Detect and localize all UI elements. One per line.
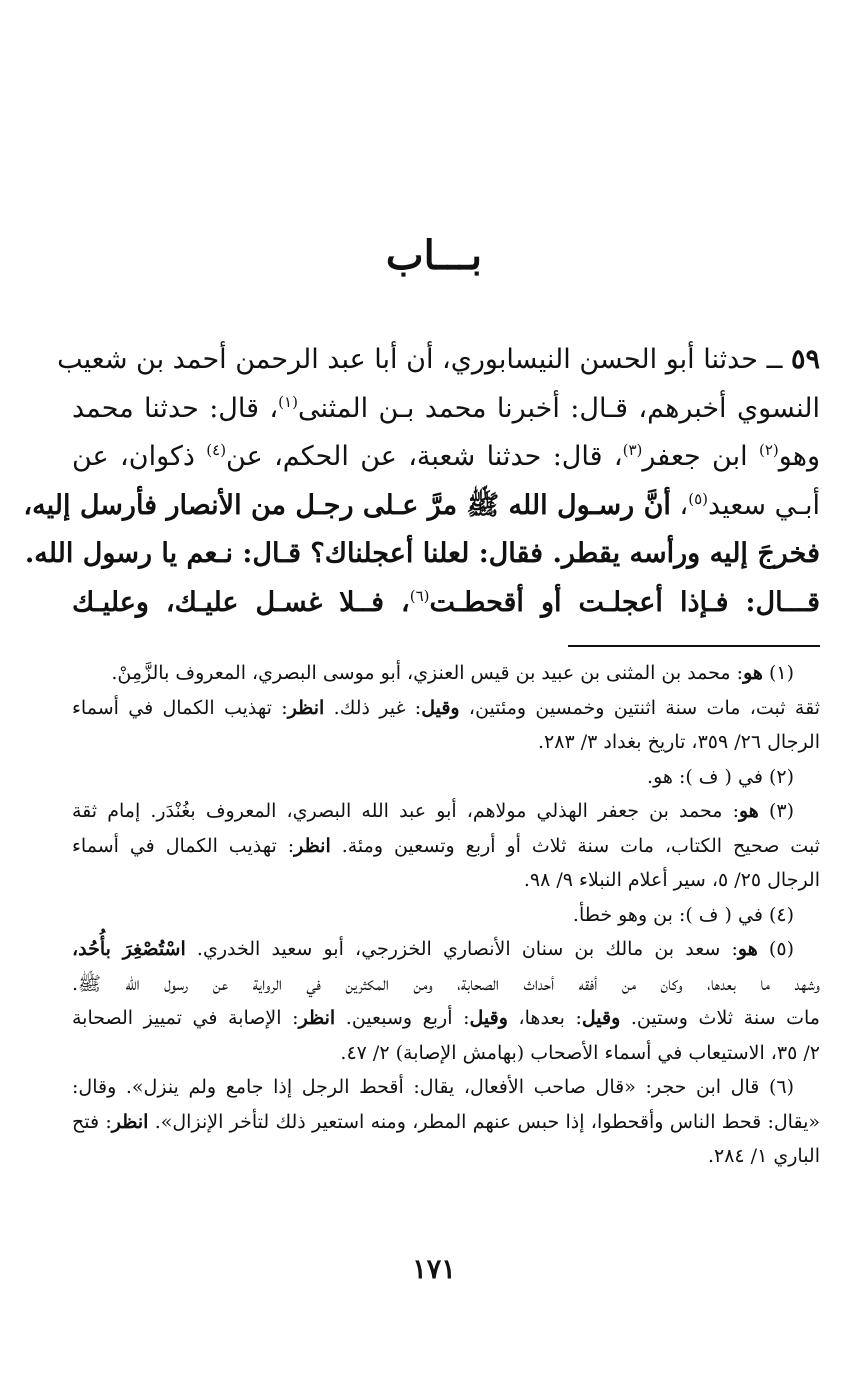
text-run: : سعد بن مالك بن سنان الأنصاري الخزرجي، أبو سعيد الخدري. (185, 938, 738, 960)
bold-text: فخرجَ إليه ورأسه يقطر. فقال: لعلنا أعجلناك؟ قـال: نـعم يا رسول الله. (24, 538, 820, 569)
footnote-5 (72, 932, 820, 1070)
text-run: (١) (762, 662, 794, 684)
footnote-line (72, 1001, 820, 1036)
text-run: ، قال: حدثنا محمد (72, 392, 279, 424)
bold-text: انظر (287, 696, 325, 719)
footnote-line (72, 1036, 820, 1071)
footnote-line (72, 691, 820, 726)
bold-text: هو (738, 800, 759, 822)
text-line (57, 336, 820, 385)
text-run: «يقال: قحط الناس وأقحطوا، إذا حبس عنهم المطر، ومنه استعير ذلك لتأخر الإنزال». (148, 1110, 820, 1133)
text-run: ثبت صحيح الكتاب، مات سنة ثلاث أو أربع وتسعين ومئة. (330, 834, 820, 857)
footnote-line (72, 863, 820, 898)
footnote-marker: (٤) (206, 441, 227, 459)
footnote-marker: (٣) (622, 441, 643, 459)
bold-text: هو (743, 662, 763, 684)
page-number: ١٧١ (412, 1254, 456, 1285)
text-line (24, 530, 820, 579)
text-run: : تهذيب الكمال في أسماء (72, 834, 295, 857)
bold-text: ، فــلا غسـل عليـك، وعليـك (72, 586, 410, 618)
bold-text: وقيل (469, 1007, 508, 1029)
bold-text: هو (737, 938, 758, 960)
text-run: وشهد ما بعدها، وكان من أفقه أحداث الصحابة، ومن المكثرين في الرواية عن رسول الله ﷺ. (72, 972, 820, 995)
footnote-1 (72, 656, 820, 760)
text-run: الباري ١/ ٢٨٤. (707, 1145, 820, 1167)
footnotes (72, 656, 820, 1174)
footnote-4 (72, 898, 820, 933)
text-run: : غير ذلك. (324, 696, 422, 719)
footnote-line (72, 760, 820, 795)
text-line (72, 433, 820, 482)
chapter-heading: بـــاب (385, 232, 483, 279)
text-line (72, 385, 820, 434)
text-run: : بعدها، (507, 1007, 582, 1029)
text-run: : تهذيب الكمال في أسماء (72, 696, 288, 719)
footnote-6 (72, 1070, 820, 1174)
text-run: (٤) في ( ف ): بن وهو خطأ. (572, 903, 794, 926)
text-run: مات سنة ثلاث وستين. (620, 1007, 820, 1029)
footnote-line (72, 932, 820, 967)
footnote-separator (568, 645, 820, 647)
text-run: ، (670, 489, 689, 521)
bold-text: اسْتُصْغِرَ بأُحُد، (72, 938, 186, 960)
footnote-marker: (٦) (409, 586, 430, 605)
text-run: أبـي سعيد (708, 489, 820, 521)
bold-text: انظر (111, 1110, 149, 1133)
text-run: (٣) (758, 800, 795, 822)
footnote-line (72, 829, 820, 864)
footnote-line (72, 898, 820, 933)
bold-text: انظر (294, 834, 331, 857)
text-run: وهو (778, 441, 820, 472)
hadith-text (23, 336, 820, 627)
footnote-line (72, 1139, 820, 1174)
text-run: (٢) في ( ف ): هو. (647, 765, 794, 788)
footnote-2 (72, 760, 820, 795)
footnote-line (72, 725, 820, 760)
bold-text: قـــال: فـإذا أعجلـت أو أقحطـت (429, 586, 820, 618)
text-run: (٥) (757, 938, 794, 960)
footnote-line (72, 1070, 820, 1105)
footnote-line (72, 967, 820, 1002)
text-run: : محمد بن جعفر الهذلي مولاهم، أبو عبد الله البصري، المعروف بغُنْدَر. إمام ثقة (72, 800, 739, 822)
text-run: (٦) قال ابن حجر: «قال صاحب الأفعال، يقال: أقحط الرجل إذا جامع ولم ينزل». وقال: (72, 1076, 794, 1098)
footnote-marker: (٥) (688, 489, 709, 508)
bold-text: ٥٩ (790, 344, 820, 375)
footnote-line (72, 656, 820, 691)
text-run: ثقة ثبت، مات سنة اثنتين وخمسين ومئتين، (459, 696, 820, 719)
footnote-marker: (١) (278, 392, 298, 411)
text-run: : محمد بن المثنى بن عبيد بن قيس العنزي، أبو موسى البصري، المعروف بالزَّمِنْ. (111, 662, 744, 684)
text-run: ابن جعفر (642, 441, 759, 472)
text-run: ٢/ ٣٥، الاستيعاب في أسماء الأصحاب (بهامش الإصابة) ٢/ ٤٧. (340, 1041, 820, 1064)
text-run: : الإصابة في تمييز الصحابة (72, 1007, 299, 1029)
bold-text: وقيل (421, 696, 460, 719)
text-run: الرجال ٢٦/ ٣٥٩، تاريخ بغداد ٣/ ٢٨٣. (537, 731, 820, 753)
text-run: : أربع وسبعين. (335, 1007, 470, 1029)
text-run: الرجال ٢٥/ ٥، سير أعلام النبلاء ٩/ ٩٨. (523, 869, 820, 891)
bold-text: انظر (298, 1007, 336, 1029)
text-run: ــ حدثنا أبو الحسن النيسابوري، أن أبا عبد الرحمن أحمد بن شعيب (57, 344, 791, 375)
text-run: : فتح (72, 1110, 112, 1133)
text-run: النسوي أخبرهم، قـال: أخبرنا محمد بـن المثنى (297, 392, 820, 424)
text-line (72, 579, 820, 628)
text-run: ، قال: حدثنا شعبة، عن الحكم، عن (226, 441, 623, 472)
bold-text: أنَّ رسـول الله ﷺ مرَّ عـلى رجـل من الأنصار فأرسل إليه، (23, 489, 671, 521)
footnote-line (72, 1105, 820, 1140)
footnote-marker: (٢) (758, 441, 779, 459)
footnote-line (72, 794, 820, 829)
bold-text: وقيل (581, 1007, 621, 1029)
text-line (23, 482, 820, 531)
footnote-3 (72, 794, 820, 898)
text-run: ذكوان، عن (72, 441, 207, 472)
